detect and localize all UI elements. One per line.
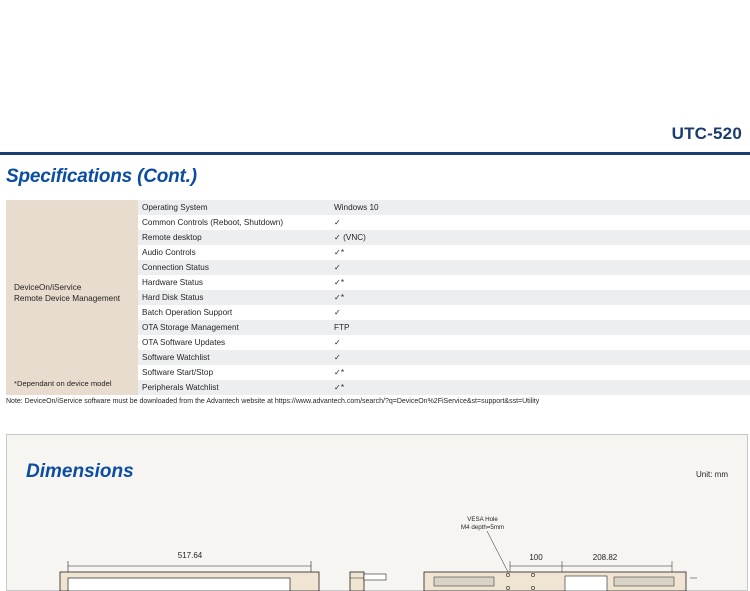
spec-item: Batch Operation Support xyxy=(138,305,330,320)
spec-value: ✓ (VNC) xyxy=(330,230,750,245)
spec-value: ✓* xyxy=(330,245,750,260)
spec-item: Peripherals Watchlist xyxy=(138,380,330,395)
vesa-hole-line1: VESA Hole xyxy=(467,516,498,523)
spec-item: Common Controls (Reboot, Shutdown) xyxy=(138,215,330,230)
table-row xyxy=(6,200,750,215)
category-cell xyxy=(6,200,138,395)
spec-value: ✓ xyxy=(330,215,750,230)
spec-item: OTA Software Updates xyxy=(138,335,330,350)
spec-item: Hardware Status xyxy=(138,275,330,290)
category-inner xyxy=(10,200,138,395)
spec-value: ✓* xyxy=(330,380,750,395)
specifications-table xyxy=(6,200,750,395)
vesa-hole-annotation xyxy=(461,516,504,532)
dimensions-unit-label: Unit: mm xyxy=(696,470,728,479)
category-footnote: *Dependant on device model xyxy=(14,379,112,388)
dimensions-title: Dimensions xyxy=(26,461,134,482)
dimension-measure-b: 208.82 xyxy=(592,553,618,562)
page-title: UTC-520 xyxy=(671,124,742,143)
header-divider xyxy=(0,152,750,155)
spec-value: ✓ xyxy=(330,350,750,365)
dimension-measure-a: 100 xyxy=(529,553,543,562)
section-heading: Specifications (Cont.) xyxy=(6,166,197,187)
spec-value: ✓* xyxy=(330,275,750,290)
dimension-measure-main: 517.64 xyxy=(177,551,203,560)
table-footnote: Note: DeviceOn/iService software must be downloaded from the Advantech website at https://www.advantech.com/search/?q=DeviceOn%2FiService&st=support&sst=Utility xyxy=(6,398,540,405)
spec-value: Windows 10 xyxy=(330,200,750,215)
category-label-line1: DeviceOn/iService xyxy=(14,283,82,292)
spec-item: Software Start/Stop xyxy=(138,365,330,380)
spec-value: ✓* xyxy=(330,365,750,380)
category-label xyxy=(14,282,134,304)
spec-value: ✓ xyxy=(330,335,750,350)
spec-value: ✓ xyxy=(330,305,750,320)
spec-item: OTA Storage Management xyxy=(138,320,330,335)
spec-item: Audio Controls xyxy=(138,245,330,260)
specifications-table-body xyxy=(6,200,750,395)
spec-value: ✓ xyxy=(330,260,750,275)
category-label-line2: Remote Device Management xyxy=(14,294,121,303)
spec-value: FTP xyxy=(330,320,750,335)
vesa-hole-line2: M4 depth=5mm xyxy=(461,524,505,531)
spec-item: Remote desktop xyxy=(138,230,330,245)
spec-item: Hard Disk Status xyxy=(138,290,330,305)
spec-item: Operating System xyxy=(138,200,330,215)
dimensions-panel xyxy=(6,434,748,591)
spec-value: ✓* xyxy=(330,290,750,305)
spec-item: Software Watchlist xyxy=(138,350,330,365)
spec-item: Connection Status xyxy=(138,260,330,275)
